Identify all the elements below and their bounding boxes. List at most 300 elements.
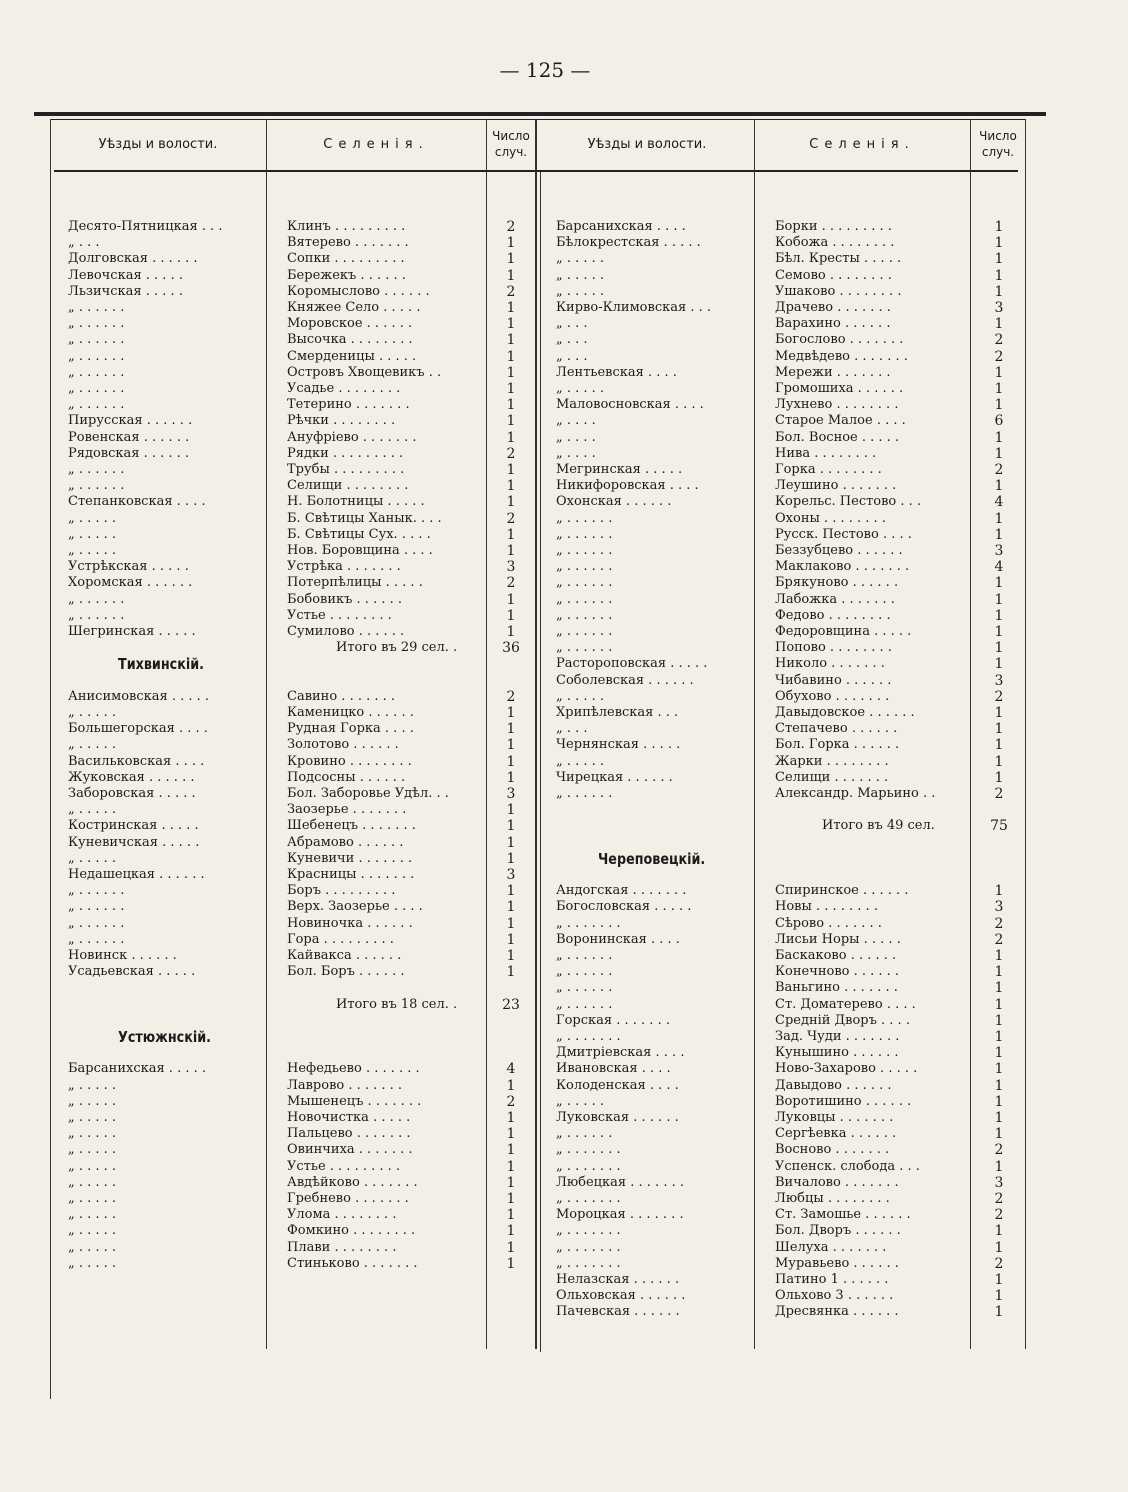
village-cell: Н. Болотницы . . . . . — [287, 494, 425, 509]
volost-cell: Ивановская . . . . — [556, 1061, 671, 1076]
count-cell: 3 — [994, 543, 1004, 559]
header-village-left: Селенія. — [323, 136, 429, 152]
volost-cell: Усадьевская . . . . . — [68, 964, 196, 979]
count-cell: 1 — [506, 754, 516, 770]
village-cell: Сѣрово . . . . . . . — [775, 916, 882, 931]
village-cell: Беззубцево . . . . . . — [775, 543, 903, 558]
village-cell: Высочка . . . . . . . . — [287, 332, 413, 347]
volost-cell: „ . . . . . — [68, 1126, 117, 1141]
village-cell: Восново . . . . . . . — [775, 1142, 890, 1157]
count-cell: 1 — [994, 883, 1004, 899]
village-cell: Заозерье . . . . . . . — [287, 802, 407, 817]
volost-cell: „ . . . . . . . — [556, 1142, 621, 1157]
volost-cell: „ . . . — [68, 235, 100, 250]
village-cell: Плави . . . . . . . . — [287, 1240, 397, 1255]
volost-cell: „ . . . . . . . — [556, 1240, 621, 1255]
village-cell: Потерпѣлицы . . . . . — [287, 575, 423, 590]
village-cell: Успенск. слобода . . . — [775, 1159, 920, 1174]
volost-cell: „ . . . . . — [556, 1094, 605, 1109]
count-cell: 1 — [994, 656, 1004, 672]
volost-cell: „ . . . . . — [68, 1223, 117, 1238]
village-cell: Лабожка . . . . . . . — [775, 592, 895, 607]
header-count-line1: Число — [979, 129, 1017, 143]
count-cell: 1 — [506, 349, 516, 365]
section-heading: Тихвинскій. — [118, 655, 205, 673]
village-cell: Бол. Заборовье Удѣл. . . — [287, 786, 449, 801]
count-cell: 1 — [506, 851, 516, 867]
village-cell: Овинчиха . . . . . . . — [287, 1142, 413, 1157]
village-cell: Средній Дворъ . . . . — [775, 1013, 910, 1028]
volost-cell: „ . . . . . — [68, 851, 117, 866]
volost-cell: Рядовская . . . . . . — [68, 446, 190, 461]
village-cell: Сумилово . . . . . . — [287, 624, 405, 639]
count-cell: 1 — [506, 818, 516, 834]
volost-cell: Ровенская . . . . . . — [68, 430, 190, 445]
volost-cell: Куневичская . . . . . — [68, 835, 200, 850]
count-cell: 1 — [506, 1191, 516, 1207]
count-cell: 1 — [994, 721, 1004, 737]
village-cell: Спиринское . . . . . . — [775, 883, 909, 898]
volost-cell: „ . . . . — [556, 446, 596, 461]
count-cell: 3 — [994, 899, 1004, 915]
count-cell: 1 — [506, 1159, 516, 1175]
village-cell: Обухово . . . . . . . — [775, 689, 890, 704]
count-cell: 2 — [994, 689, 1004, 705]
count-cell: 3 — [506, 786, 516, 802]
volost-cell: „ . . . . . . — [68, 932, 125, 947]
volost-cell: „ . . . . . — [68, 1159, 117, 1174]
volost-cell: Охонская . . . . . . — [556, 494, 672, 509]
header-count-left — [486, 118, 536, 170]
volost-cell: Десято-Пятницкая . . . — [68, 219, 223, 234]
col-line — [486, 119, 487, 1349]
count-cell: 2 — [506, 446, 516, 462]
count-cell: 1 — [506, 899, 516, 915]
village-cell: Любцы . . . . . . . . — [775, 1191, 890, 1206]
volost-cell: „ . . . . . — [68, 1110, 117, 1125]
village-cell: Бол. Горка . . . . . . — [775, 737, 900, 752]
count-cell: 1 — [994, 268, 1004, 284]
count-cell: 1 — [506, 1142, 516, 1158]
count-cell: 1 — [994, 997, 1004, 1013]
volost-cell: „ . . . . . . — [68, 462, 125, 477]
col-line — [50, 119, 51, 1399]
volost-cell: Андогская . . . . . . . — [556, 883, 687, 898]
count-cell: 2 — [506, 511, 516, 527]
village-cell: Устье . . . . . . . . . — [287, 1159, 401, 1174]
count-cell: 1 — [994, 365, 1004, 381]
count-cell: 2 — [994, 1207, 1004, 1223]
village-cell: Зад. Чуди . . . . . . . — [775, 1029, 900, 1044]
volost-cell: „ . . . — [556, 721, 588, 736]
volost-cell: „ . . . . . — [68, 1207, 117, 1222]
village-cell: Рѣчки . . . . . . . . — [287, 413, 396, 428]
count-cell: 1 — [506, 964, 516, 980]
volost-cell: „ . . . . . . . — [556, 1256, 621, 1271]
village-cell: Попово . . . . . . . . — [775, 640, 892, 655]
volost-cell: Хоромская . . . . . . — [68, 575, 193, 590]
count-cell: 1 — [506, 737, 516, 753]
header-count-line2: случ. — [981, 145, 1015, 159]
count-cell: 1 — [994, 1061, 1004, 1077]
volost-cell: „ . . . . . . — [68, 592, 125, 607]
count-cell: 1 — [506, 916, 516, 932]
count-cell: 1 — [506, 365, 516, 381]
village-cell: Устье . . . . . . . . — [287, 608, 392, 623]
volost-cell: „ . . . . . . . — [556, 1223, 621, 1238]
count-cell: 1 — [506, 624, 516, 640]
count-cell: 1 — [994, 235, 1004, 251]
col-line — [1025, 119, 1026, 1349]
village-cell: Драчево . . . . . . . — [775, 300, 891, 315]
village-cell: Бол. Восное . . . . . — [775, 430, 900, 445]
count-cell: 1 — [506, 462, 516, 478]
count-cell: 6 — [994, 413, 1004, 429]
village-cell: Фомкино . . . . . . . . — [287, 1223, 416, 1238]
village-cell: Бѣл. Кресты . . . . . — [775, 251, 902, 266]
village-cell: Улома . . . . . . . . — [287, 1207, 397, 1222]
count-cell: 1 — [994, 1013, 1004, 1029]
count-cell: 1 — [506, 413, 516, 429]
volost-cell: Бѣлокрестская . . . . . — [556, 235, 701, 250]
header-district-right: Уѣзды и волости. — [587, 136, 707, 152]
count-cell: 1 — [994, 1240, 1004, 1256]
count-cell: 1 — [506, 932, 516, 948]
volost-cell: „ . . . . . — [556, 381, 605, 396]
volost-cell: Хрипѣлевская . . . — [556, 705, 679, 720]
village-cell: Вятерево . . . . . . . — [287, 235, 409, 250]
volost-cell: „ . . . . . — [68, 802, 117, 817]
village-cell: Жарки . . . . . . . . — [775, 754, 889, 769]
total-label: Итого въ 49 сел. — [822, 818, 935, 833]
count-cell: 1 — [994, 1029, 1004, 1045]
count-cell: 3 — [506, 867, 516, 883]
count-cell: 1 — [506, 1078, 516, 1094]
count-cell: 2 — [994, 349, 1004, 365]
village-cell: Давыдово . . . . . . — [775, 1078, 892, 1093]
village-cell: Мышенецъ . . . . . . . — [287, 1094, 422, 1109]
count-cell: 1 — [506, 1110, 516, 1126]
village-cell: Баскаково . . . . . . — [775, 948, 897, 963]
village-cell: Кровино . . . . . . . . — [287, 754, 412, 769]
village-cell: Б. Свѣтицы Сух. . . . . — [287, 527, 431, 542]
volost-cell: Заборовская . . . . . — [68, 786, 196, 801]
volost-cell: „ . . . . . — [68, 1191, 117, 1206]
count-cell: 1 — [994, 1110, 1004, 1126]
count-cell: 1 — [506, 705, 516, 721]
village-cell: Усадье . . . . . . . . — [287, 381, 401, 396]
volost-cell: „ . . . . . . — [68, 916, 125, 931]
count-cell: 1 — [506, 251, 516, 267]
volost-cell: Мороцкая . . . . . . . — [556, 1207, 684, 1222]
village-cell: Леушино . . . . . . . — [775, 478, 897, 493]
volost-cell: „ . . . . . — [68, 737, 117, 752]
count-cell: 1 — [506, 527, 516, 543]
count-cell: 1 — [994, 1272, 1004, 1288]
volost-cell: Кирво-Климовская . . . — [556, 300, 711, 315]
village-cell: Кайвакса . . . . . . — [287, 948, 402, 963]
village-cell: Новы . . . . . . . . — [775, 899, 878, 914]
count-cell: 3 — [994, 1175, 1004, 1191]
volost-cell: „ . . . . . — [556, 754, 605, 769]
volost-cell: Богословская . . . . . — [556, 899, 692, 914]
count-cell: 2 — [506, 284, 516, 300]
volost-cell: „ . . . . . — [68, 511, 117, 526]
header-count-line2: случ. — [494, 145, 528, 159]
village-cell: Подсосны . . . . . . — [287, 770, 406, 785]
count-cell: 1 — [994, 1126, 1004, 1142]
count-cell: 2 — [994, 916, 1004, 932]
count-cell: 1 — [994, 948, 1004, 964]
village-cell: Гора . . . . . . . . . — [287, 932, 394, 947]
village-cell: Борки . . . . . . . . . — [775, 219, 892, 234]
section-heading: Устюжнскій. — [118, 1028, 212, 1046]
village-cell: Ольхово 3 . . . . . . — [775, 1288, 894, 1303]
volost-cell: Соболевская . . . . . . — [556, 673, 694, 688]
header-village-right: Селенія. — [809, 136, 915, 152]
total-label: Итого въ 18 сел. . — [336, 997, 458, 1012]
volost-cell: Жуковская . . . . . . — [68, 770, 195, 785]
volost-cell: Степанковская . . . . — [68, 494, 206, 509]
volost-cell: „ . . . . . . — [556, 1126, 613, 1141]
volost-cell: Нелазская . . . . . . — [556, 1272, 680, 1287]
village-cell: Конечново . . . . . . — [775, 964, 900, 979]
village-cell: Островъ Хвощевикъ . . — [287, 365, 442, 380]
col-line — [266, 119, 267, 1349]
village-cell: Абрамово . . . . . . — [287, 835, 404, 850]
village-cell: Смерденицы . . . . . — [287, 349, 417, 364]
count-cell: 1 — [994, 284, 1004, 300]
volost-cell: Васильковская . . . . — [68, 754, 205, 769]
volost-cell: „ . . . . . — [556, 251, 605, 266]
volost-cell: Растороповская . . . . . — [556, 656, 708, 671]
village-cell: Федово . . . . . . . . — [775, 608, 891, 623]
village-cell: Савино . . . . . . . — [287, 689, 396, 704]
count-cell: 1 — [506, 381, 516, 397]
village-cell: Устрѣка . . . . . . . — [287, 559, 401, 574]
count-cell: 1 — [994, 640, 1004, 656]
col-line — [754, 119, 755, 1349]
village-cell: Клинъ . . . . . . . . . — [287, 219, 406, 234]
village-cell: Давыдовское . . . . . . — [775, 705, 915, 720]
village-cell: Стиньково . . . . . . . — [287, 1256, 418, 1271]
count-cell: 2 — [994, 1191, 1004, 1207]
village-cell: Шебенецъ . . . . . . . — [287, 818, 416, 833]
volost-cell: „ . . . . . . . — [556, 1191, 621, 1206]
volost-cell: Лентьевская . . . . — [556, 365, 677, 380]
volost-cell: Чернянская . . . . . — [556, 737, 681, 752]
count-cell: 1 — [506, 300, 516, 316]
count-cell: 1 — [506, 235, 516, 251]
count-cell: 2 — [994, 332, 1004, 348]
volost-cell: „ . . . . — [556, 413, 596, 428]
count-cell: 3 — [506, 559, 516, 575]
count-cell: 1 — [506, 478, 516, 494]
count-cell: 1 — [506, 1240, 516, 1256]
volost-cell: „ . . . . . — [556, 689, 605, 704]
volost-cell: „ . . . . . . — [556, 980, 613, 995]
volost-cell: „ . . . . . — [68, 1240, 117, 1255]
count-cell: 1 — [994, 575, 1004, 591]
volost-cell: „ . . . . . . — [68, 316, 125, 331]
total-label: Итого въ 29 сел. . — [336, 640, 458, 655]
village-cell: Бол. Дворъ . . . . . . — [775, 1223, 901, 1238]
count-cell: 1 — [506, 316, 516, 332]
count-cell: 3 — [994, 300, 1004, 316]
volost-cell: Недашецкая . . . . . . — [68, 867, 205, 882]
village-cell: Шелуха . . . . . . . — [775, 1240, 887, 1255]
header-count-right — [970, 118, 1026, 170]
volost-cell: Барсанихская . . . . — [556, 219, 686, 234]
count-cell: 23 — [502, 997, 520, 1013]
count-cell: 36 — [502, 640, 520, 656]
col-line — [540, 172, 541, 1352]
village-cell: Рядки . . . . . . . . . — [287, 446, 404, 461]
village-cell: Лисьи Норы . . . . . — [775, 932, 901, 947]
volost-cell: „ . . . . — [556, 430, 596, 445]
village-cell: Боръ . . . . . . . . . — [287, 883, 396, 898]
volost-cell: Барсанихская . . . . . — [68, 1061, 206, 1076]
village-cell: Коромыслово . . . . . . — [287, 284, 430, 299]
village-cell: Золотово . . . . . . — [287, 737, 399, 752]
volost-cell: Шегринская . . . . . — [68, 624, 196, 639]
volost-cell: Дмитріевская . . . . — [556, 1045, 685, 1060]
volost-cell: „ . . . . . . — [556, 624, 613, 639]
village-cell: Куневичи . . . . . . . — [287, 851, 413, 866]
volost-cell: Пачевская . . . . . . — [556, 1304, 680, 1319]
village-cell: Русск. Пестово . . . . — [775, 527, 912, 542]
volost-cell: „ . . . . . — [68, 1175, 117, 1190]
volost-cell: Новинск . . . . . . — [68, 948, 177, 963]
volost-cell: Льзичская . . . . . — [68, 284, 183, 299]
count-cell: 1 — [994, 705, 1004, 721]
village-cell: Варахино . . . . . . — [775, 316, 891, 331]
village-cell: Мережи . . . . . . . — [775, 365, 891, 380]
volost-cell: „ . . . . . . — [68, 478, 125, 493]
count-cell: 1 — [994, 980, 1004, 996]
volost-cell: „ . . . . . . — [68, 349, 125, 364]
count-cell: 1 — [506, 268, 516, 284]
volost-cell: Любецкая . . . . . . . — [556, 1175, 684, 1190]
volost-cell: „ . . . . . — [556, 268, 605, 283]
count-cell: 1 — [994, 251, 1004, 267]
count-cell: 1 — [994, 478, 1004, 494]
count-cell: 1 — [506, 397, 516, 413]
village-cell: Муравьево . . . . . . — [775, 1256, 899, 1271]
village-cell: Федоровщина . . . . . — [775, 624, 912, 639]
count-cell: 2 — [994, 1142, 1004, 1158]
count-cell: 2 — [506, 1094, 516, 1110]
volost-cell: „ . . . . . . . — [556, 916, 621, 931]
village-cell: Громошиха . . . . . . — [775, 381, 904, 396]
volost-cell: „ . . . . . . — [556, 997, 613, 1012]
count-cell: 1 — [506, 592, 516, 608]
count-cell: 75 — [990, 818, 1008, 834]
volost-cell: „ . . . . . . — [556, 964, 613, 979]
count-cell: 1 — [994, 397, 1004, 413]
volost-cell: „ . . . . . — [68, 705, 117, 720]
village-cell: Новочистка . . . . . — [287, 1110, 411, 1125]
village-cell: Лухнево . . . . . . . . — [775, 397, 899, 412]
count-cell: 1 — [994, 770, 1004, 786]
count-cell: 2 — [506, 575, 516, 591]
volost-cell: „ . . . . . . — [68, 397, 125, 412]
village-cell: Николо . . . . . . . — [775, 656, 885, 671]
count-cell: 1 — [506, 721, 516, 737]
volost-cell: „ . . . . . . — [556, 527, 613, 542]
village-cell: Трубы . . . . . . . . . — [287, 462, 405, 477]
village-cell: Семово . . . . . . . . — [775, 268, 892, 283]
village-cell: Медвѣдево . . . . . . . — [775, 349, 908, 364]
village-cell: Воротишино . . . . . . — [775, 1094, 912, 1109]
count-cell: 1 — [994, 737, 1004, 753]
village-cell: Селищи . . . . . . . — [775, 770, 889, 785]
volost-cell: Костринская . . . . . — [68, 818, 199, 833]
village-cell: Авдѣйково . . . . . . . — [287, 1175, 418, 1190]
count-cell: 1 — [506, 430, 516, 446]
count-cell: 1 — [506, 1223, 516, 1239]
volost-cell: „ . . . . . — [68, 543, 117, 558]
village-cell: Бол. Боръ . . . . . . — [287, 964, 405, 979]
section-heading: Череповецкій. — [598, 850, 706, 868]
volost-cell: „ . . . — [556, 316, 588, 331]
village-cell: Моровское . . . . . . — [287, 316, 413, 331]
village-cell: Дресвянка . . . . . . — [775, 1304, 899, 1319]
count-cell: 1 — [506, 1126, 516, 1142]
volost-cell: Воронинская . . . . — [556, 932, 680, 947]
volost-cell: Никифоровская . . . . — [556, 478, 699, 493]
volost-cell: Устрѣкская . . . . . — [68, 559, 189, 574]
village-cell: Рудная Горка . . . . — [287, 721, 414, 736]
count-cell: 1 — [506, 332, 516, 348]
village-cell: Кобожа . . . . . . . . — [775, 235, 895, 250]
count-cell: 1 — [506, 1256, 516, 1272]
count-cell: 1 — [994, 1045, 1004, 1061]
count-cell: 4 — [994, 494, 1004, 510]
volost-cell: Пирусская . . . . . . — [68, 413, 193, 428]
volost-cell: Горская . . . . . . . — [556, 1013, 670, 1028]
village-cell: Вичалово . . . . . . . — [775, 1175, 899, 1190]
village-cell: Бережекъ . . . . . . — [287, 268, 406, 283]
count-cell: 1 — [994, 446, 1004, 462]
volost-cell: „ . . . . . . — [68, 365, 125, 380]
village-cell: Луковцы . . . . . . . — [775, 1110, 894, 1125]
village-cell: Нива . . . . . . . . — [775, 446, 877, 461]
volost-cell: „ . . . . . . — [556, 511, 613, 526]
volost-cell: „ . . . . . . — [556, 559, 613, 574]
village-cell: Корельс. Пестово . . . — [775, 494, 922, 509]
col-line — [535, 119, 537, 1349]
village-cell: Степачево . . . . . . — [775, 721, 898, 736]
village-cell: Ануфріево . . . . . . . — [287, 430, 417, 445]
volost-cell: „ . . . . . . — [556, 543, 613, 558]
village-cell: Ваньгино . . . . . . . — [775, 980, 898, 995]
village-cell: Лаврово . . . . . . . — [287, 1078, 403, 1093]
volost-cell: Луковская . . . . . . — [556, 1110, 679, 1125]
village-cell: Бобовикъ . . . . . . — [287, 592, 403, 607]
count-cell: 1 — [506, 543, 516, 559]
volost-cell: „ . . . . . — [68, 1256, 117, 1271]
count-cell: 1 — [506, 1207, 516, 1223]
volost-cell: Чирецкая . . . . . . — [556, 770, 673, 785]
volost-cell: „ . . . . . . — [68, 300, 125, 315]
village-cell: Б. Свѣтицы Ханык. . . . — [287, 511, 442, 526]
village-cell: Новиночка . . . . . . — [287, 916, 413, 931]
volost-cell: Долговская . . . . . . — [68, 251, 198, 266]
count-cell: 2 — [506, 219, 516, 235]
count-cell: 1 — [994, 381, 1004, 397]
village-cell: Богослово . . . . . . . — [775, 332, 904, 347]
